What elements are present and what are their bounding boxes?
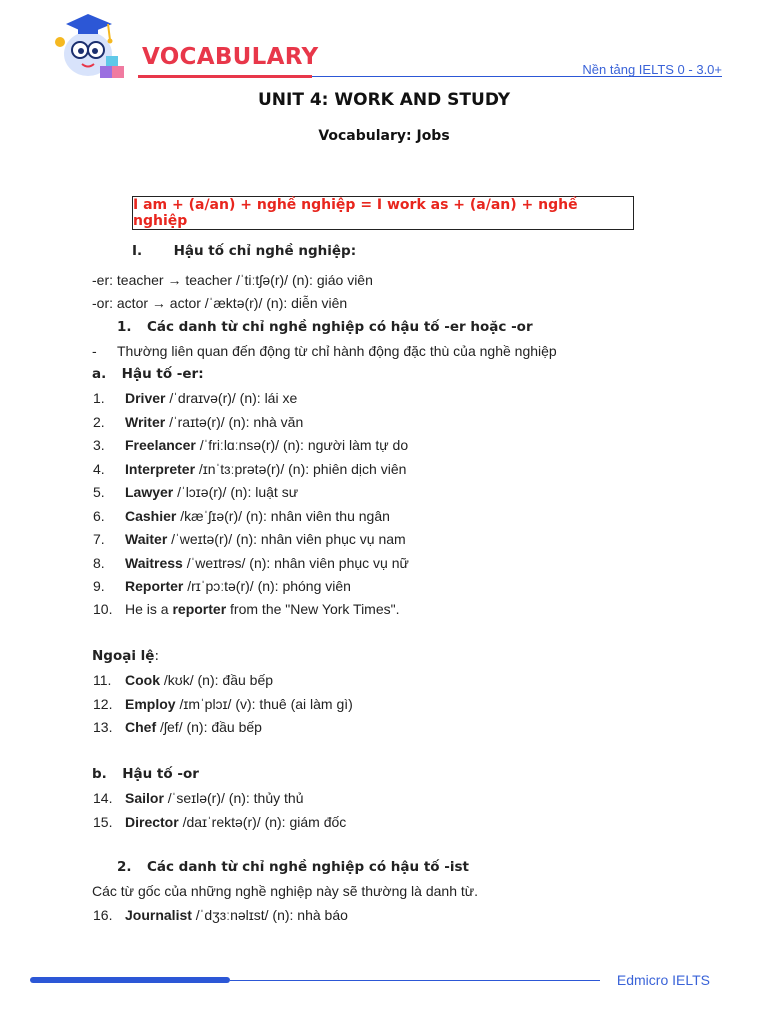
section-number: I. <box>132 243 143 259</box>
vocab-word: Journalist <box>125 907 192 923</box>
subsection-title: Các danh từ chỉ nghề nghiệp có hậu tố -er hoặc -or <box>146 319 533 335</box>
vocab-word: Writer <box>125 413 166 430</box>
vocab-word: Lawyer <box>125 484 174 500</box>
unit-subtitle: Vocabulary: Jobs <box>318 128 450 144</box>
example-sentence <box>125 600 400 618</box>
item-entry <box>125 483 298 501</box>
item-number: 2. <box>93 413 105 430</box>
vocab-word: Employ <box>125 695 176 712</box>
formula-text: I am + (a/an) + nghề nghiệp = I work as + (a/an) + nghề nghiệp <box>133 197 578 229</box>
header-tagline: Nền tảng IELTS 0 - 3.0+ <box>582 62 722 77</box>
item-entry <box>125 530 406 548</box>
vocab-word: Freelancer <box>125 437 196 453</box>
vocab-word: Reporter <box>125 578 184 594</box>
item-entry <box>125 554 409 572</box>
vocab-definition: /ˈraɪtə(r)/ (n): nhà văn <box>165 413 304 430</box>
vocab-word: Cook <box>125 672 160 688</box>
note-line: Các từ gốc của những nghề nghiệp này sẽ thường là danh từ. <box>92 883 479 899</box>
item-number: 12. <box>93 695 113 712</box>
vocab-definition: /ʃef/ (n): đầu bếp <box>156 719 262 735</box>
item-entry <box>125 813 346 831</box>
sentence-pre: He is a <box>125 601 173 617</box>
item-number: 13. <box>93 719 113 735</box>
mascot-logo-icon <box>48 10 136 82</box>
footer-brand: Edmicro IELTS <box>616 972 710 988</box>
exception-colon: : <box>154 648 160 664</box>
item-number: 6. <box>93 507 105 524</box>
bullet-dash: - <box>92 343 97 359</box>
item-number: 5. <box>93 484 105 500</box>
vocab-definition: /kæˈʃɪə(r)/ (n): nhân viên thu ngân <box>176 507 390 524</box>
vocab-word: Interpreter <box>125 460 196 477</box>
subsection-number: 2. <box>117 859 132 875</box>
part-heading <box>92 365 204 383</box>
subsection-number: 1. <box>117 319 132 335</box>
item-number: 10. <box>93 601 113 617</box>
item-number: 11. <box>93 672 112 688</box>
vocab-definition: /rɪˈpɔːtə(r)/ (n): phóng viên <box>183 578 351 594</box>
vocab-word: Waiter <box>125 531 168 547</box>
page-header <box>0 0 768 90</box>
item-number: 1. <box>93 390 105 406</box>
item-number: 16. <box>93 907 113 923</box>
vocab-definition: /ˈseɪlə(r)/ (n): thủy thủ <box>163 790 304 806</box>
part-label: a. <box>92 366 107 382</box>
vocab-definition: /ˈdʒɜːnəlɪst/ (n): nhà báo <box>191 907 348 923</box>
vocab-definition: /ˈweɪtə(r)/ (n): nhân viên phục vụ nam <box>167 531 406 547</box>
item-entry <box>125 577 351 595</box>
footer-divider <box>230 980 600 981</box>
footer-progress-bar <box>30 977 230 983</box>
exception-label: Ngoại lệ <box>92 648 155 664</box>
part-heading <box>92 765 199 783</box>
item-number: 3. <box>93 437 105 453</box>
item-entry <box>125 507 390 525</box>
vocab-definition: /ɪnˈtɜːprətə(r)/ (n): phiên dịch viên <box>195 460 407 477</box>
vocab-definition: /ɪmˈplɔɪ/ (v): thuê (ai làm gì) <box>175 695 353 712</box>
item-number: 15. <box>93 813 113 830</box>
brand-title: VOCABULARY <box>142 44 319 70</box>
item-number: 8. <box>93 554 105 571</box>
item-entry <box>125 671 273 689</box>
item-entry <box>125 389 297 407</box>
bullet-text: Thường liên quan đến động từ chỉ hành động đặc thù của nghề nghiệp <box>117 343 557 359</box>
vocab-definition: /ˈdraɪvə(r)/ (n): lái xe <box>165 390 298 406</box>
item-entry <box>125 695 353 713</box>
unit-title: UNIT 4: WORK AND STUDY <box>257 90 511 110</box>
vocab-word: Chef <box>125 719 157 735</box>
example-line: -er: teacher → teacher /ˈtiːtʃə(r)/ (n): giáo viên <box>92 272 373 288</box>
subsection-heading <box>117 318 533 336</box>
part-title: Hậu tố -or <box>122 766 199 782</box>
item-entry <box>125 436 408 454</box>
section-title: Hậu tố chỉ nghề nghiệp: <box>173 243 357 259</box>
item-number: 9. <box>93 578 105 594</box>
part-title: Hậu tố -er: <box>121 366 204 382</box>
item-number: 7. <box>93 531 105 547</box>
exception-heading <box>92 647 159 665</box>
vocab-definition: /daɪˈrektə(r)/ (n): giám đốc <box>178 813 347 830</box>
vocab-word: Cashier <box>125 507 177 524</box>
item-number: 4. <box>93 460 105 477</box>
vocab-definition: /ˈweɪtrəs/ (n): nhân viên phục vụ nữ <box>182 554 409 571</box>
header-divider-red <box>138 75 312 78</box>
item-entry <box>125 413 303 431</box>
item-number: 14. <box>93 790 113 806</box>
formula-box <box>132 196 634 230</box>
bullet-line <box>92 342 97 360</box>
item-entry <box>125 718 262 736</box>
sentence-post: from the "New York Times". <box>226 601 400 617</box>
subsection-title: Các danh từ chỉ nghề nghiệp có hậu tố -ist <box>146 859 469 875</box>
example-line: -or: actor → actor /ˈæktə(r)/ (n): diễn viên <box>92 295 348 311</box>
vocab-word: Driver <box>125 390 166 406</box>
section-heading <box>132 242 356 260</box>
vocab-word: reporter <box>172 601 227 617</box>
subsection-heading <box>117 858 469 876</box>
item-entry <box>125 789 303 807</box>
vocab-word: Sailor <box>125 790 164 806</box>
part-label: b. <box>92 766 107 782</box>
vocab-word: Director <box>125 813 179 830</box>
vocab-definition: /kʊk/ (n): đầu bếp <box>160 672 274 688</box>
vocab-definition: /ˈlɔɪə(r)/ (n): luật sư <box>173 484 299 500</box>
item-entry <box>125 460 406 478</box>
vocab-definition: /ˈfriːlɑːnsə(r)/ (n): người làm tự do <box>195 437 409 453</box>
vocab-word: Waitress <box>125 554 183 571</box>
item-entry <box>125 906 348 924</box>
